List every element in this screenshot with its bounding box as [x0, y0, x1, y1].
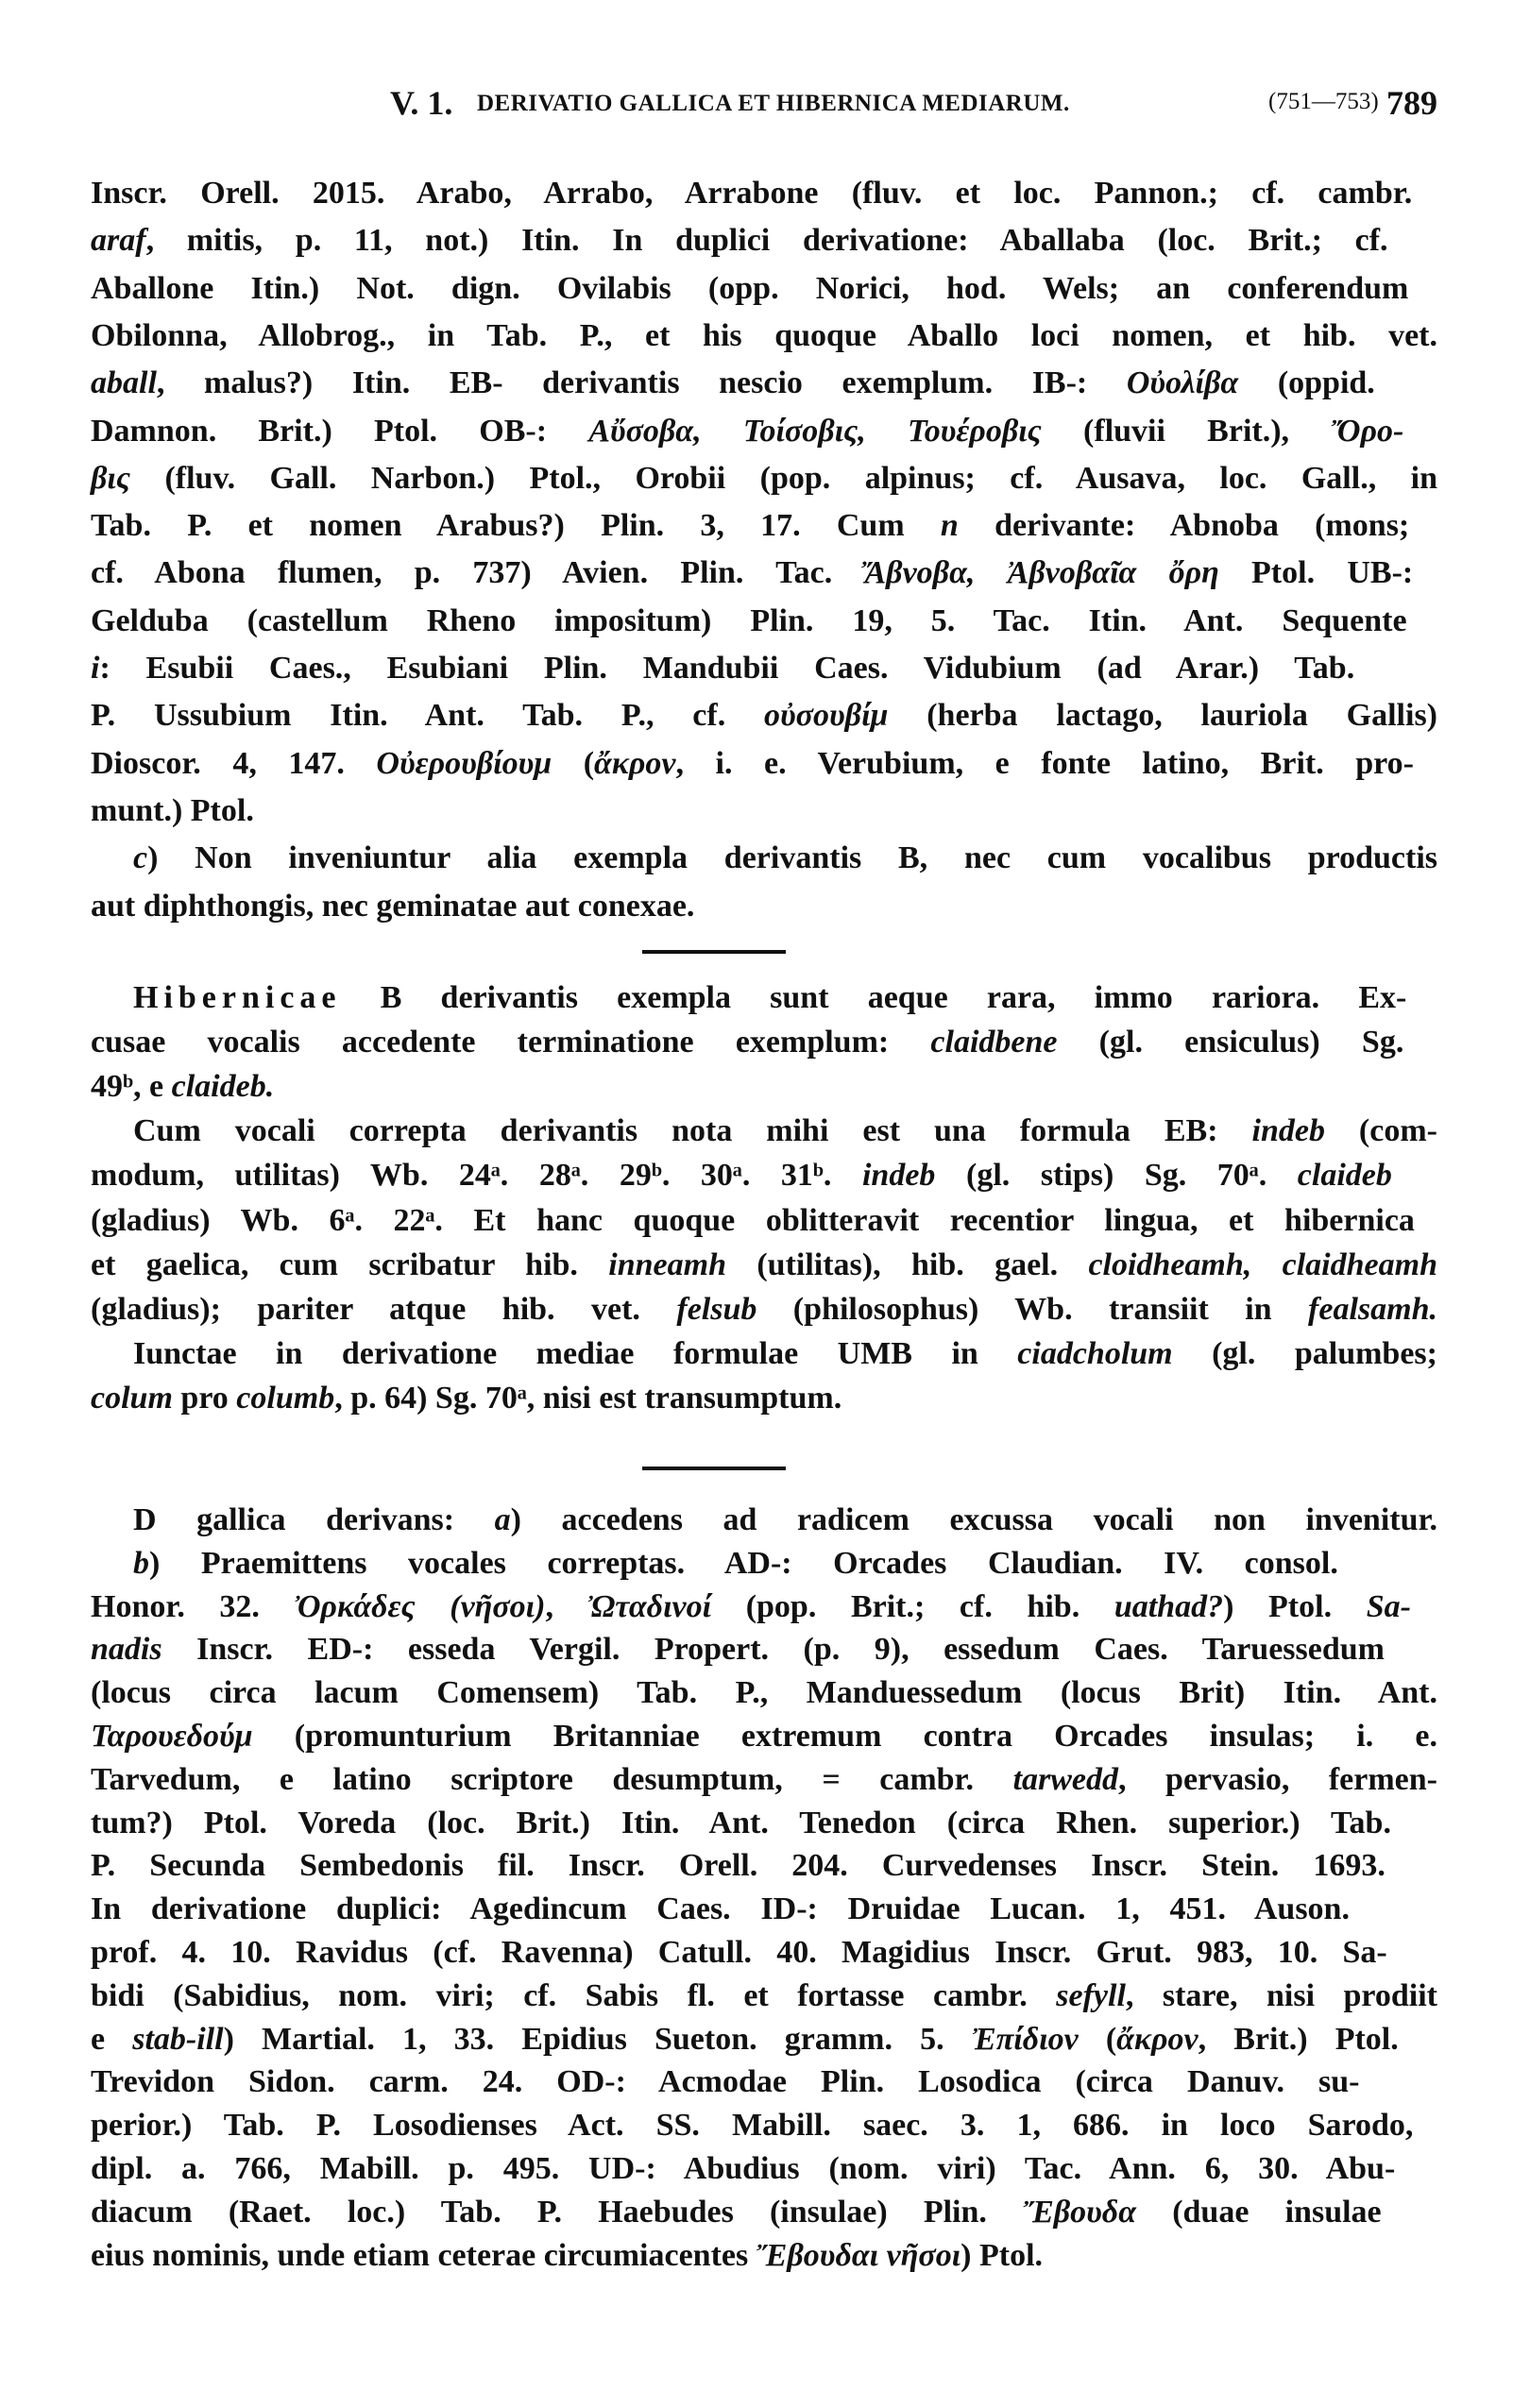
- text-line: [91, 2146, 1437, 2192]
- italic-run: felsub: [676, 1291, 757, 1327]
- text-run: (pop. Brit.; cf. hib.: [711, 1588, 1114, 1624]
- text-run: (philosophus) Wb. transiit in: [756, 1291, 1309, 1327]
- text-line: [91, 2017, 1437, 2062]
- text-line: [91, 314, 1437, 359]
- text-run: prof. 4. 10. Ravidus (cf. Ravenna) Catull. 40. Magidius Inscr. Grut. 983, 10. Sa-: [91, 1935, 1387, 1970]
- text-line: [91, 1020, 1437, 1065]
- text-line: [91, 503, 1437, 549]
- text-line: [91, 2190, 1437, 2235]
- text-line: [91, 1887, 1437, 1932]
- text-run: ) Non inveniuntur alia exempla derivantis B, nec cum vocalibus productis: [147, 840, 1437, 876]
- text-run: P. Secunda Sembedonis fil. Inscr. Orell. 204. Curvedenses Inscr. Stein. 1693.: [91, 1848, 1386, 1884]
- text-run: Damnon. Brit.) Ptol. OB-:: [91, 413, 589, 449]
- text-run: Iunctae in derivatione mediae formulae UMB in: [133, 1335, 1018, 1371]
- text-run: (duae insulae: [1136, 2194, 1382, 2230]
- text-run: B derivantis exempla sunt aeque rara, immo rariora. Ex-: [341, 980, 1407, 1015]
- italic-run: i: [91, 651, 100, 686]
- text-line: [91, 551, 1437, 596]
- text-run: derivante: Abnoba (mons;: [958, 508, 1410, 544]
- text-run: , mitis, p. 11, not.) Itin. In duplici derivatione: Aballaba (loc. Brit.; cf.: [145, 223, 1388, 259]
- text-run: et gaelica, cum scribatur hib.: [91, 1246, 609, 1282]
- italic-run: tarwedd: [1012, 1761, 1119, 1797]
- italic-run: Sa-: [1366, 1588, 1411, 1624]
- text-run: , stare, nisi prodiit: [1125, 1977, 1437, 2013]
- text-run: bidi (Sabidius, nom. viri; cf. Sabis fl. et fortasse cambr.: [91, 1977, 1057, 2013]
- text-line: [91, 1714, 1437, 1759]
- text-line: [133, 1541, 1437, 1586]
- italic-run: fealsamh.: [1308, 1291, 1437, 1327]
- text-run: pro: [172, 1380, 237, 1416]
- text-line: [91, 361, 1437, 406]
- text-line: [133, 975, 1437, 1021]
- italic-run: uathad?: [1114, 1588, 1224, 1624]
- text-run: Inscr. Orell. 2015. Arabo, Arrabo, Arrabone (fluv. et loc. Pannon.; cf. cambr.: [91, 176, 1413, 211]
- text-run: (com-: [1324, 1113, 1437, 1149]
- text-run: (gladius); pariter atque hib. vet.: [91, 1291, 677, 1327]
- text-run: diacum (Raet. loc.) Tab. P. Haebudes (insulae) Plin.: [91, 2194, 1024, 2230]
- text-run: (gladius) Wb. 6ᵃ. 22ᵃ. Et hanc quoque oblitteravit recentior lingua, et hibernica: [91, 1202, 1415, 1238]
- text-line: [91, 1198, 1437, 1244]
- italic-run: Οὐολίβα: [1126, 365, 1239, 401]
- text-run: In derivatione duplici: Agedincum Caes. ID-: Druidae Lucan. 1, 451. Auson.: [91, 1891, 1350, 1927]
- italic-run: Ἔβουδα: [1023, 2194, 1137, 2230]
- italic-run: Αὔσοβα, Τοίσοβις, Τουέροβις: [588, 413, 1042, 449]
- text-run: Obilonna, Allobrog., in Tab. P., et his quoque Aballo loci nomen, et hib. vet.: [91, 317, 1437, 353]
- text-line: [133, 1331, 1437, 1377]
- italic-run: οὐσουβίμ: [764, 698, 889, 734]
- italic-run: ἄκρον: [1116, 2021, 1198, 2057]
- section-divider: [642, 1467, 786, 1470]
- text-line: [91, 1843, 1437, 1889]
- italic-run: c: [133, 840, 148, 876]
- italic-run: claideb.: [171, 1069, 275, 1105]
- text-line: [91, 2233, 1437, 2279]
- text-run: munt.) Ptol.: [91, 792, 254, 828]
- text-run: Trevidon Sidon. carm. 24. OD-: Acmodae Plin. Losodica (circa Danuv. su-: [91, 2064, 1360, 2100]
- text-line: [91, 266, 1437, 312]
- text-line: [91, 1287, 1437, 1332]
- italic-run: Ἔβουδαι νῆσοι: [756, 2237, 961, 2273]
- page-number: 789: [1386, 84, 1437, 122]
- text-run: (fluvii Brit.),: [1041, 413, 1332, 449]
- text-run: (utilitas), hib. gael.: [726, 1246, 1089, 1282]
- italic-run: indeb: [1251, 1113, 1325, 1149]
- text-run: , malus?) Itin. EB- derivantis nescio exemplum. IB-:: [156, 365, 1127, 401]
- text-line: [91, 409, 1437, 454]
- text-run: ,: [545, 1588, 588, 1624]
- text-run: (gl. ensiculus) Sg.: [1057, 1025, 1404, 1060]
- text-run: , p. 64) Sg. 70ᵃ, nisi est transumptum.: [334, 1380, 842, 1416]
- text-line: [91, 1585, 1437, 1630]
- text-run: (: [552, 745, 595, 781]
- italic-run: inneamh: [608, 1246, 726, 1282]
- text-line: [133, 836, 1437, 881]
- text-run: eius nominis, unde etiam ceterae circumiacentes: [91, 2237, 756, 2273]
- text-line: [91, 1670, 1437, 1716]
- text-line: [91, 218, 1437, 263]
- header-volume: V. 1.: [390, 84, 453, 122]
- text-run: Ptol. UB-:: [1218, 555, 1414, 591]
- italic-run: colum: [91, 1380, 173, 1416]
- italic-run: Ἐπίδιον: [971, 2021, 1079, 2057]
- text-run: D gallica derivans:: [133, 1502, 495, 1537]
- text-run: Tarvedum, e latino scriptore desumptum, = cambr.: [91, 1761, 1013, 1797]
- text-run: cusae vocalis accedente terminatione exemplum:: [91, 1025, 931, 1060]
- text-run: aut diphthongis, nec geminatae aut conexae.: [91, 888, 695, 924]
- text-line: [91, 456, 1437, 501]
- italic-run: indeb: [861, 1158, 936, 1194]
- text-run: (promunturium Britanniae extremum contra Orcades insulas; i. e.: [252, 1719, 1437, 1754]
- text-line: [133, 1498, 1437, 1543]
- italic-run: stab-ill: [132, 2021, 224, 2057]
- text-line: [91, 171, 1437, 216]
- text-run: ) Martial. 1, 33. Epidius Sueton. gramm. 5.: [223, 2021, 972, 2057]
- text-run: (gl. palumbes;: [1172, 1335, 1437, 1371]
- text-run: ) Ptol.: [960, 2237, 1044, 2273]
- text-line: [91, 646, 1437, 691]
- text-line: [91, 1757, 1437, 1803]
- italic-run: n: [940, 508, 959, 544]
- italic-run: Ὄρο-: [1331, 413, 1404, 449]
- text-run: , i. e. Verubium, e fonte latino, Brit. pro-: [675, 745, 1414, 781]
- italic-run: Ὀρκάδες (νῆσοι): [294, 1588, 546, 1624]
- text-run: ) Praemittens vocales correptas. AD-: Orcades Claudian. IV. consol.: [149, 1545, 1338, 1581]
- text-run: dipl. a. 766, Mabill. p. 495. UD-: Abudius (nom. viri) Tac. Ann. 6, 30. Abu-: [91, 2151, 1396, 2186]
- italic-run: Ὠταδινοί: [587, 1588, 712, 1624]
- italic-run: nadis: [91, 1632, 162, 1668]
- text-line: [91, 884, 1437, 929]
- text-run: (: [1078, 2021, 1117, 2057]
- text-run: (fluv. Gall. Narbon.) Ptol., Orobii (pop. alpinus; cf. Ausava, loc. Gall., in: [130, 460, 1437, 496]
- text-line: [91, 1627, 1437, 1672]
- text-line: [91, 2103, 1437, 2148]
- text-run: , Brit.) Ptol.: [1198, 2021, 1399, 2057]
- text-line: [91, 2060, 1437, 2105]
- text-line: [91, 789, 1437, 834]
- text-run: P. Ussubium Itin. Ant. Tab. P., cf.: [91, 698, 765, 734]
- text-line: [91, 693, 1437, 738]
- text-line: [91, 1243, 1437, 1288]
- text-run: Gelduba (castellum Rheno impositum) Plin. 19, 5. Tac. Itin. Ant. Sequente: [91, 602, 1407, 638]
- italic-run: claideb: [1297, 1158, 1392, 1194]
- text-line: [91, 1064, 1437, 1110]
- italic-run: cloidheamh, claidheamh: [1088, 1246, 1437, 1282]
- text-run: Inscr. ED-: esseda Vergil. Propert. (p. 9), essedum Caes. Taruessedum: [162, 1632, 1385, 1668]
- italic-run: columb: [236, 1380, 335, 1416]
- text-run: perior.) Tab. P. Losodienses Act. SS. Mabill. saec. 3. 1, 686. in loco Sarodo,: [91, 2108, 1414, 2144]
- italic-run: ἄκρον: [594, 745, 676, 781]
- italic-run: Ταρουεδούμ: [91, 1719, 253, 1754]
- text-run: ) accedens ad radicem excussa vocali non invenitur.: [510, 1502, 1437, 1537]
- italic-run: araf: [91, 223, 146, 259]
- spaced-run: Hibernicae: [133, 980, 342, 1015]
- text-run: 49ᵇ, e: [91, 1069, 172, 1105]
- italic-run: Ἄβνοβα, Ἀβνοβαῖα ὄρη: [864, 555, 1219, 591]
- header-section-range: (751—753): [1268, 89, 1379, 114]
- text-run: tum?) Ptol. Voreda (loc. Brit.) Itin. Ant. Tenedon (circa Rhen. superior.) Tab.: [91, 1805, 1391, 1840]
- text-run: Tab. P. et nomen Arabus?) Plin. 3, 17. Cum: [91, 508, 941, 544]
- text-line: [91, 741, 1437, 787]
- text-run: Dioscor. 4, 147.: [91, 745, 377, 781]
- section-divider: [642, 950, 786, 954]
- italic-run: b: [133, 1545, 149, 1581]
- italic-run: aball: [91, 365, 157, 401]
- text-run: ) Ptol.: [1223, 1588, 1367, 1624]
- running-header: [390, 83, 1437, 128]
- text-run: (herba lactago, lauriola Gallis): [888, 698, 1437, 734]
- italic-run: βις: [91, 460, 131, 496]
- text-run: modum, utilitas) Wb. 24ᵃ. 28ᵃ. 29ᵇ. 30ᵃ. 31ᵇ.: [91, 1158, 862, 1194]
- header-title: DERIVATIO GALLICA ET HIBERNICA MEDIARUM.: [477, 91, 1070, 116]
- text-run: (locus circa lacum Comensem) Tab. P., Manduessedum (locus Brit) Itin. Ant.: [91, 1675, 1437, 1711]
- text-line: [91, 1930, 1437, 1976]
- italic-run: Οὐερουβίουμ: [376, 745, 552, 781]
- text-line: [91, 1376, 1437, 1421]
- text-run: : Esubii Caes., Esubiani Plin. Mandubii Caes. Vidubium (ad Arar.) Tab.: [99, 651, 1355, 686]
- text-run: (oppid.: [1238, 365, 1375, 401]
- text-line: [91, 1974, 1437, 2019]
- italic-run: ciadcholum: [1017, 1335, 1173, 1371]
- italic-run: claidbene: [930, 1025, 1058, 1060]
- italic-run: sefyll: [1056, 1977, 1126, 2013]
- text-run: Cum vocali correpta derivantis nota mihi est una formula EB:: [133, 1113, 1252, 1149]
- text-run: , pervasio, fermen-: [1118, 1761, 1437, 1797]
- text-line: [133, 1109, 1437, 1154]
- italic-run: a: [494, 1502, 511, 1537]
- text-line: [91, 599, 1437, 644]
- text-run: Aballone Itin.) Not. dign. Ovilabis (opp. Norici, hod. Wels; an conferendum: [91, 270, 1409, 306]
- text-run: (gl. stips) Sg. 70ᵃ.: [935, 1158, 1298, 1194]
- text-run: e: [91, 2021, 133, 2057]
- text-line: [91, 1801, 1437, 1846]
- text-run: Honor. 32.: [91, 1588, 295, 1624]
- text-run: cf. Abona flumen, p. 737) Avien. Plin. Tac.: [91, 555, 865, 591]
- text-line: [91, 1153, 1437, 1198]
